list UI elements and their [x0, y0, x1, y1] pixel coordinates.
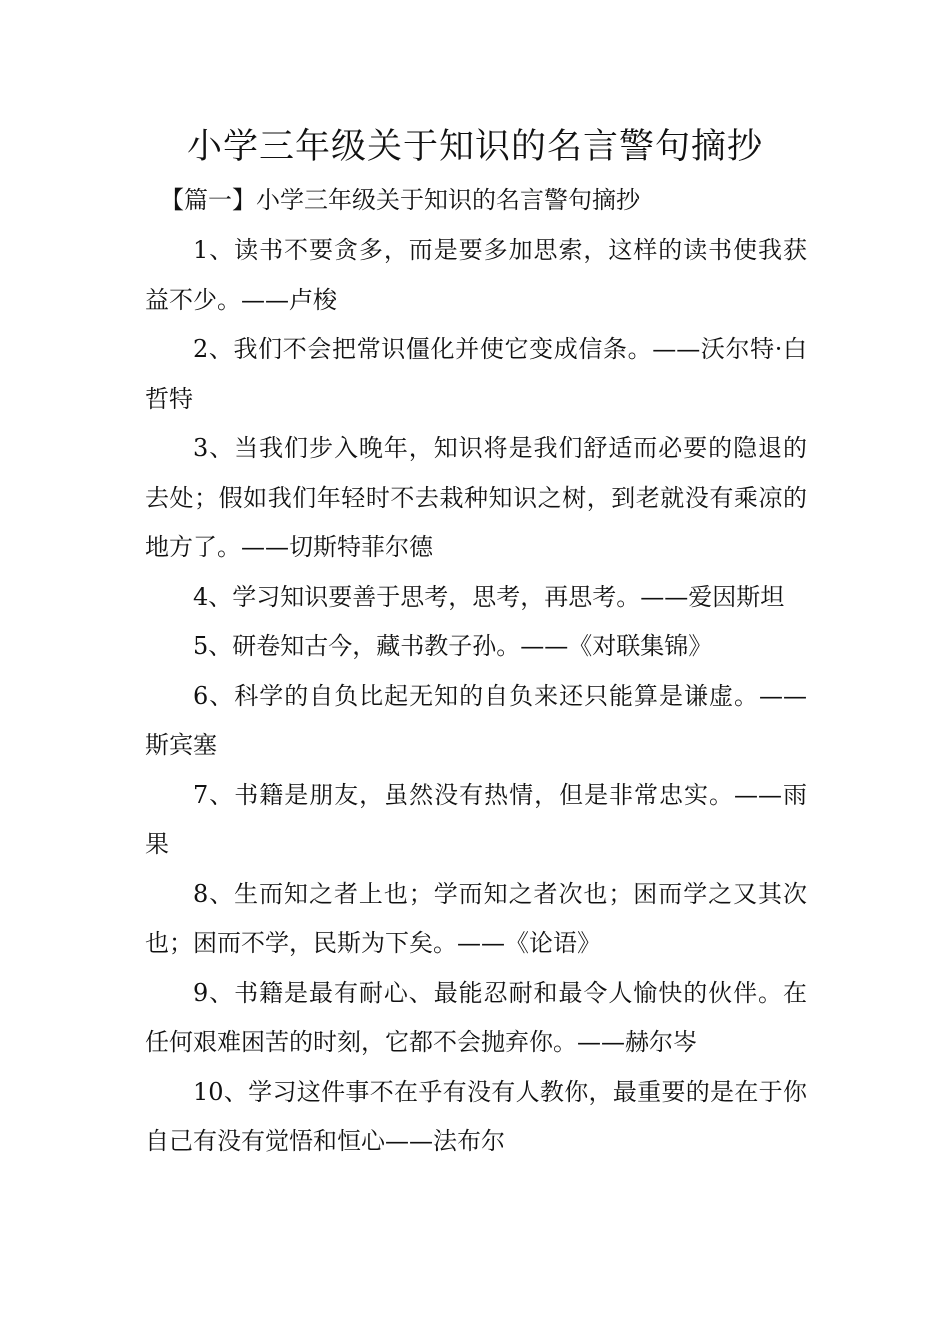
quote-list: [145, 226, 807, 1167]
quote-item: 7、书籍是朋友，虽然没有热情，但是非常忠实。——雨果: [145, 780, 807, 858]
quote-item: 9、书籍是最有耐心、最能忍耐和最令人愉快的伙伴。在任何艰难困苦的时刻，它都不会抛弃你。——赫尔岑: [145, 978, 807, 1056]
quote-item: 5、研卷知古今，藏书教子孙。——《对联集锦》: [193, 632, 713, 660]
quote-item: 6、科学的自负比起无知的自负来还只能算是谦虚。——斯宾塞: [145, 681, 807, 759]
quote-item: 1、读书不要贪多，而是要多加思索，这样的读书使我获益不少。——卢梭: [145, 236, 807, 314]
quote-item: 3、当我们步入晚年，知识将是我们舒适而必要的隐退的去处；假如我们年轻时不去栽种知识之树，到老就没有乘凉的地方了。——切斯特菲尔德: [145, 434, 807, 561]
quote-item: 4、学习知识要善于思考，思考，再思考。——爱因斯坦: [193, 582, 785, 611]
quote-item: 10、学习这件事不在乎有没有人教你，最重要的是在于你自己有没有觉悟和恒心——法布尔: [145, 1077, 807, 1155]
page-title: 小学三年级关于知识的名言警句摘抄: [186, 127, 763, 167]
quote-item: 2、我们不会把常识僵化并使它变成信条。——沃尔特·白哲特: [145, 335, 807, 413]
quote-item: 8、生而知之者上也；学而知之者次也；困而学之又其次也；困而不学，民斯为下矣。——《论语》: [145, 879, 807, 957]
section-heading: 【篇一】小学三年级关于知识的名言警句摘抄: [160, 186, 640, 214]
